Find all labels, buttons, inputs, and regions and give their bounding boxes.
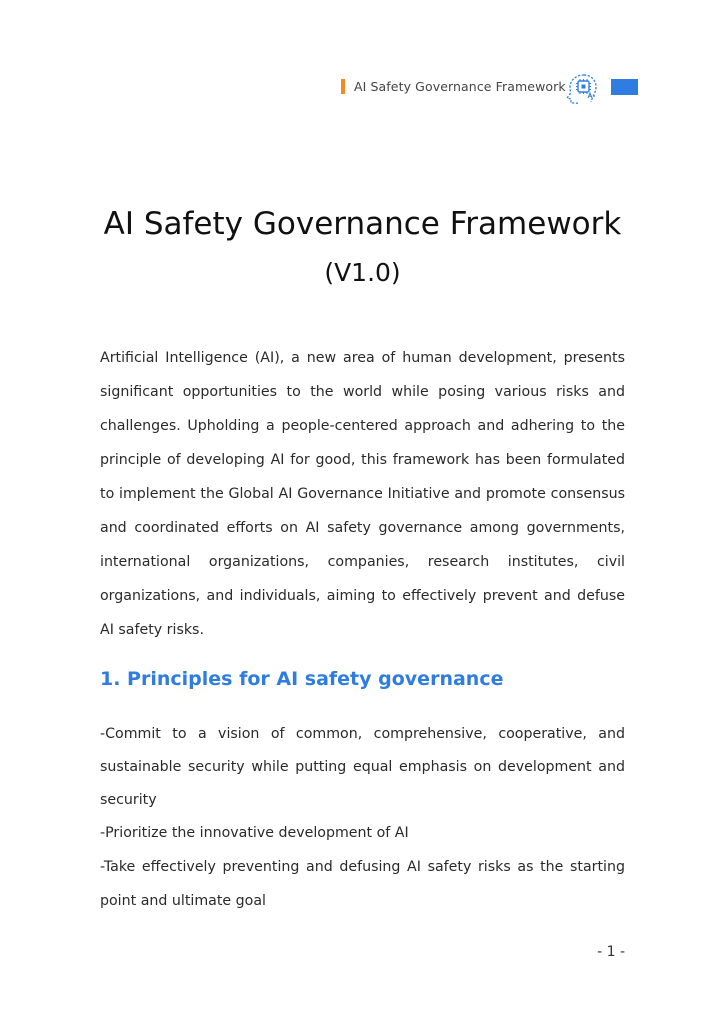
principle-item: -Commit to a vision of common, comprehensive, cooperative, and sustainable security while putting equal emphasis on development and security — [100, 726, 625, 808]
document-title: AI Safety Governance Framework — [103, 206, 622, 242]
page-header — [0, 72, 725, 102]
principle-item: -Prioritize the innovative development of AI — [100, 825, 409, 841]
header-accent-bar — [341, 79, 345, 94]
header-brand-block — [611, 79, 638, 95]
document-version: (V1.0) — [324, 258, 401, 287]
principle-item: -Take effectively preventing and defusing AI safety risks as the starting point and ultimate goal — [100, 859, 625, 909]
page-number: - 1 - — [597, 944, 625, 960]
header-title: AI Safety Governance Framework — [354, 79, 566, 94]
ai-head-chip-icon — [564, 72, 604, 106]
intro-paragraph: Artificial Intelligence (AI), a new area of human development, presents significant opportunities to the world while posing various risks and challenges. Upholding a people-centered approach and adhering to the principle of developing AI for good, this framework has been formulated to implement the Global AI Governance Initiative and promote consensus and coordinated efforts on AI safety governance among governments, international organizations, companies, research institutes, civil organizations, and individuals, aiming to effectively prevent and defuse AI safety risks. — [100, 350, 625, 638]
principles-list — [100, 718, 625, 918]
section-heading: 1. Principles for AI safety governance — [100, 668, 504, 690]
